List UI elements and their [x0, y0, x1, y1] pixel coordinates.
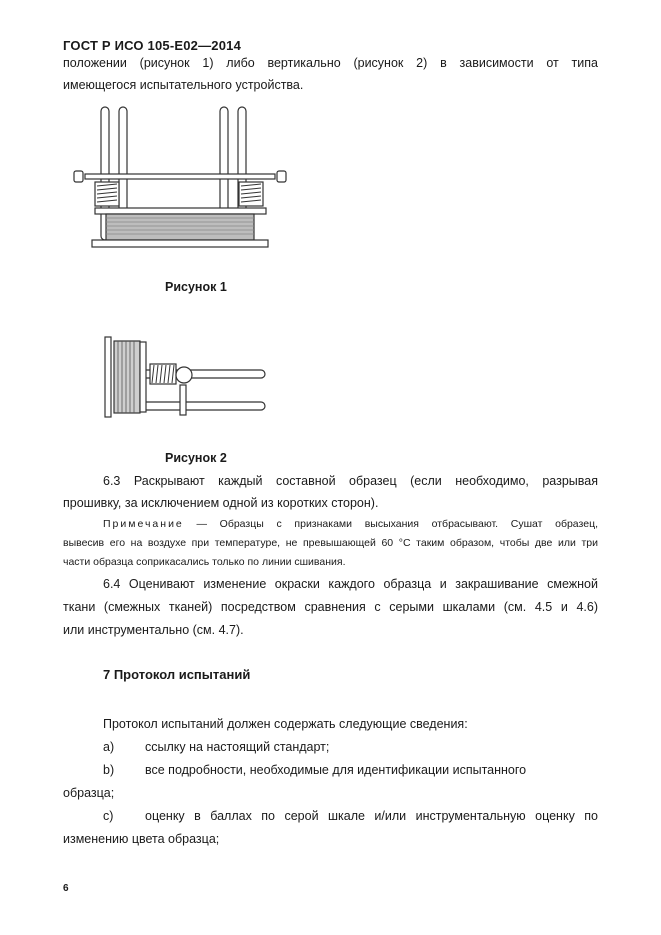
section-7-intro: Протокол испытаний должен содержать следующие сведения: — [103, 717, 468, 731]
figure-1-drawing — [70, 100, 290, 255]
figure-2-drawing — [98, 330, 270, 420]
note-line-3: части образца соприкасались только по линии сшивания. — [63, 556, 346, 568]
section-6-4-line-1: 6.4 Оценивают изменение окраски каждого образца и закрашивание смежной — [103, 577, 598, 591]
list-item-b — [103, 759, 598, 781]
section-7-heading: 7 Протокол испытаний — [103, 667, 251, 682]
page-number: 6 — [63, 883, 69, 894]
note-line-1 — [103, 515, 598, 534]
list-item-text: оценку в баллах по серой шкале и/или инструментальную оценку по — [145, 809, 598, 823]
list-item-c-continuation: изменению цвета образца; — [63, 832, 220, 846]
list-item-a — [103, 736, 598, 758]
list-item-letter: b) — [103, 763, 115, 777]
section-6-3-line-2: прошивку, за исключением одной из коротких сторон). — [63, 496, 379, 510]
intro-line-2: имеющегося испытательного устройства. — [63, 78, 304, 92]
document-header: ГОСТ Р ИСО 105-E02—2014 — [63, 38, 242, 53]
intro-line-1: положении (рисунок 1) либо вертикально (рисунок 2) в зависимости от типа — [63, 56, 598, 70]
note-line-2: вывесив его на воздухе при температуре, не превышающей 60 °С таким образом, чтобы две или три — [63, 537, 598, 549]
list-item-letter: c) — [103, 809, 114, 823]
list-item-letter: a) — [103, 740, 115, 754]
list-item-text: ссылку на настоящий стандарт; — [145, 740, 330, 754]
list-item-c — [103, 805, 598, 827]
note-text-1: — Образцы с признаками высыхания отбрасывают. Сушат образец, — [183, 518, 598, 530]
section-6-4-line-2: ткани (смежных тканей) посредством сравнения с серыми шкалами (см. 4.5 и 4.6) — [63, 600, 598, 614]
figure-1-caption: Рисунок 1 — [165, 280, 227, 294]
note-label: Примечание — [103, 518, 184, 530]
figure-2-caption: Рисунок 2 — [165, 451, 227, 465]
section-6-4-line-3: или инструментально (см. 4.7). — [63, 623, 244, 637]
list-item-b-continuation: образца; — [63, 786, 115, 800]
section-6-3-line-1: 6.3 Раскрывают каждый составной образец (если необходимо, разрывая — [103, 474, 598, 488]
list-item-text: все подробности, необходимые для идентификации испытанного — [145, 763, 527, 777]
